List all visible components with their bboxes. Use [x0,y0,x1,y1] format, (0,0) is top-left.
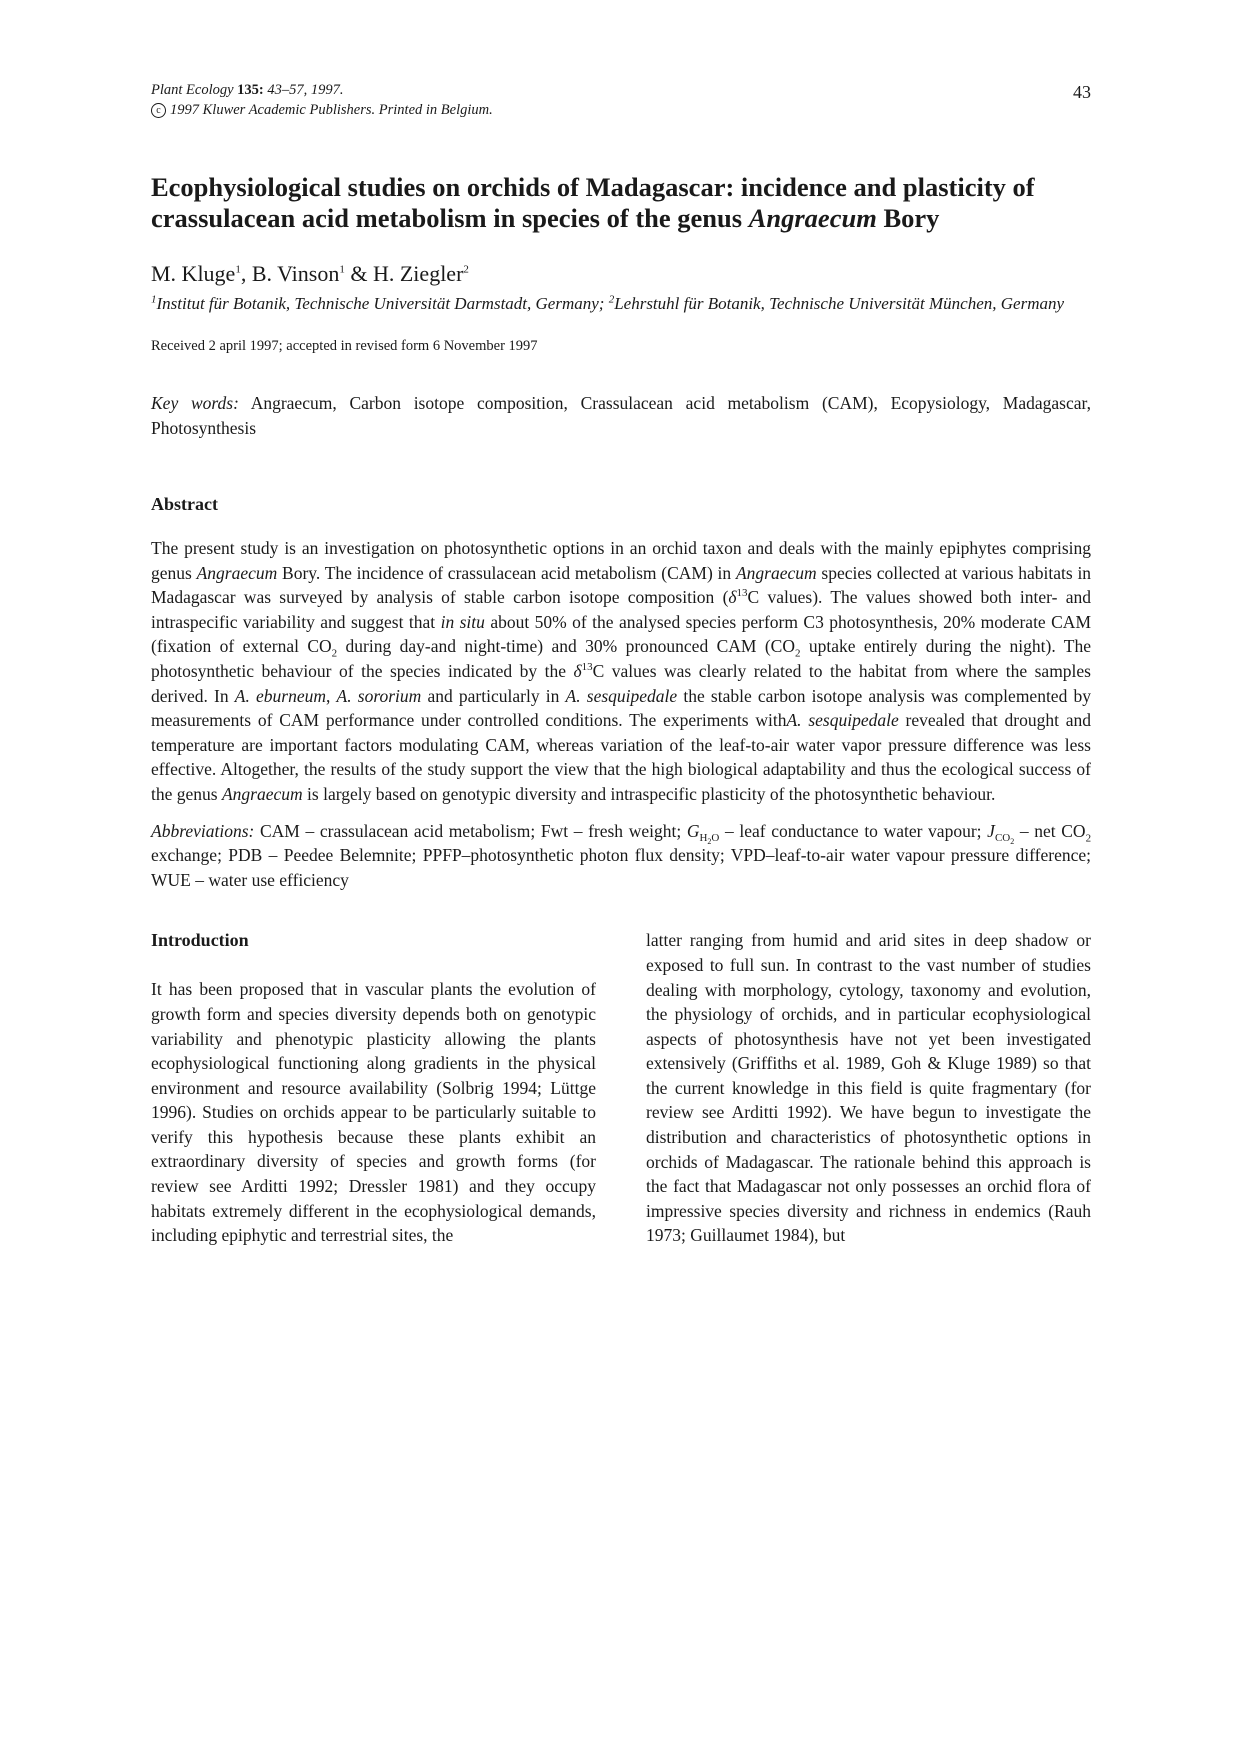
author-name: B. Vinson [251,261,340,286]
delta-symbol: δ [728,587,737,608]
introduction-paragraph-continued: latter ranging from humid and arid sites in deep shadow or exposed to full sun. In contrast to the vast number of studies dealing with morphology, cytology, taxonomy and evolution, the physiology of orchids, and in particular ecophysiological aspects of photosynthesis have not yet been investigated extensively (Griffiths et al. 1989, Goh & Kluge 1989) so that the current knowledge in this field is quite fragmentary (for review see Arditti 1992). We have begun to investigate the distribution and characteristics of photosynthetic options in orchids of Madagascar. The rationale behind this approach is the fact that Madagascar not only possesses an orchid flora of impressive species diversity and richness in endemics (Rauh 1973; Guillaumet 1984), but [646,930,1091,1246]
copyright-icon: c [151,103,166,118]
punctuation: , [326,685,331,706]
abstract-text: and particularly in [427,685,560,706]
author-affiliation-mark: 2 [463,263,469,276]
species-name: A. sesquipedale [786,710,899,731]
column-right [646,928,1091,1248]
journal-name: Plant Ecology [151,82,234,98]
subscript-text: H [699,832,708,845]
author-affiliation-mark: 1 [339,263,345,276]
isotope-mass: 13 [736,587,748,600]
species-name: A. sesquipedale [565,685,678,706]
journal-volume: 135: [237,82,264,98]
abstract-text: C values was clearly related to the habitat from where the samples derived. In [151,660,1091,706]
running-head [151,80,1091,124]
affiliation-mark: 2 [608,293,615,306]
subscript-text: 2 [707,837,712,847]
author-affiliation-mark: 1 [235,263,241,276]
abstract-body [151,536,1091,807]
copyright-line [151,100,1091,120]
keywords-text: Angraecum, Carbon isotope composition, Crassulacean acid metabolism (CAM), Ecopysiology, Madagascar, Photosynthesis [151,393,1091,438]
introduction-heading: Introduction [151,930,249,951]
body-columns [151,928,1091,1248]
abstract-text: revealed that drought and temperature are important factors modulating CAM, whereas variation of the leaf-to-air water vapor pressure difference was less effective. Altogether, the results of the study support the view that the high biological adaptability and thus the ecological success of the genus [151,710,1092,804]
affiliation-2: Lehrstuhl für Botanik, Technische Universität München, Germany [614,294,1065,313]
title-genus: Angraecum [748,203,877,233]
abstract-text: The present study is an investigation on photosynthetic options in an orchid taxon and deals with the mainly epiphytes comprising genus [151,538,1091,583]
in-situ-term: in situ [440,611,485,632]
abstract-text: the stable carbon isotope analysis was complemented by measurements of CAM performance under controlled conditions. The experiments with [151,685,1091,731]
page [151,80,1091,1248]
subscript [699,832,720,847]
subscript-text: O [711,832,720,845]
paper-title [151,172,1091,234]
received-dates: Received 2 april 1997; accepted in revised form 6 November 1997 [151,338,538,354]
genus-name: Angraecum [735,562,817,583]
symbol-g: G [686,820,700,841]
abstract-text: is largely based on genotypic diversity and intraspecific plasticity of the photosynthetic behaviour. [307,783,996,804]
journal-citation [151,80,1091,100]
title-text-end: Bory [883,203,940,233]
abstract-text: species collected at various habitats in Madagascar was surveyed by analysis of stable carbon isotope composition ( [151,562,1092,608]
column-left [151,928,596,1248]
abstract-text: uptake entirely during the night). The photosynthetic behaviour of the species indicated by the [151,636,1091,681]
keywords-label: Key words: [151,393,239,413]
abstract-text: during day-and night-time) and 30% pronounced CAM (CO [345,636,795,657]
abbreviations-text: – net CO [1019,820,1086,841]
subscript: 2 [331,647,338,660]
isotope-mass: 13 [581,661,593,674]
abstract-heading: Abstract [151,494,218,514]
affiliation-mark: 1 [151,293,157,306]
species-name: A. eburneum [234,685,326,706]
authors: M. Kluge$^1$, B. Vinson$^1$ & H. Ziegler$^2$ [151,261,469,286]
delta-symbol: δ [573,660,582,681]
genus-name: Angraecum [196,562,278,583]
subscript-text: CO [994,832,1011,845]
abstract-text: Bory. The incidence of crassulacean acid metabolism (CAM) in [282,562,732,583]
subscript: 2 [794,647,801,660]
affiliation-1: Institut für Botanik, Technische Universität Darmstadt, Germany; [156,294,605,313]
subscript-text: 2 [1010,837,1015,847]
abbreviations-text: CAM – crassulacean acid metabolism; Fwt – fresh weight; [260,820,682,841]
subscript: 2 [1085,832,1092,845]
species-name: A. sororium [336,685,422,706]
abstract-text: C values). The values showed both inter- and intraspecific variability and suggest that [151,587,1091,632]
author-separator: & [350,261,368,286]
genus-name: Angraecum [221,783,303,804]
author-name: H. Ziegler [372,261,464,286]
page-number: 43 [1073,82,1091,102]
abbreviations [151,819,1091,893]
journal-pages: 43–57, 1997. [267,82,344,98]
introduction-paragraph: It has been proposed that in vascular plants the evolution of growth form and species diversity depends both on genotypic variability and phenotypic plasticity allowing the plants ecophysiological functioning along gradients in the physical environment and resource availability (Solbrig 1994; Lüttge 1996). Studies on orchids appear to be particularly suitable to verify this hypothesis because these plants exhibit an extraordinary diversity of species and growth forms (for review see Arditti 1992; Dressler 1981) and they occupy habitats extremely different in the ecophysiological demands, including epiphytic and terrestrial sites, the [151,979,596,1246]
abbreviations-text: exchange; PDB – Peedee Belemnite; PPFP–photosynthetic photon flux density; VPD–leaf-to-air water vapour pressure difference; WUE – water use efficiency [151,845,1091,890]
affiliations [151,291,1091,317]
subscript [994,832,1015,847]
title-text: Ecophysiological studies on orchids of Madagascar: incidence and plasticity of crassulacean acid metabolism in species of the genus [151,172,1035,233]
author-name: M. Kluge [151,261,236,286]
copyright-text: 1997 Kluwer Academic Publishers. Printed in Belgium. [170,102,493,118]
symbol-j: J [987,820,995,841]
abbreviations-text: – leaf conductance to water vapour; [725,820,982,841]
abstract-text: about 50% of the analysed species perform C3 photosynthesis, 20% moderate CAM (fixation of external CO [151,611,1091,657]
keywords [151,391,1091,441]
abbreviations-label: Abbreviations: [151,820,255,841]
